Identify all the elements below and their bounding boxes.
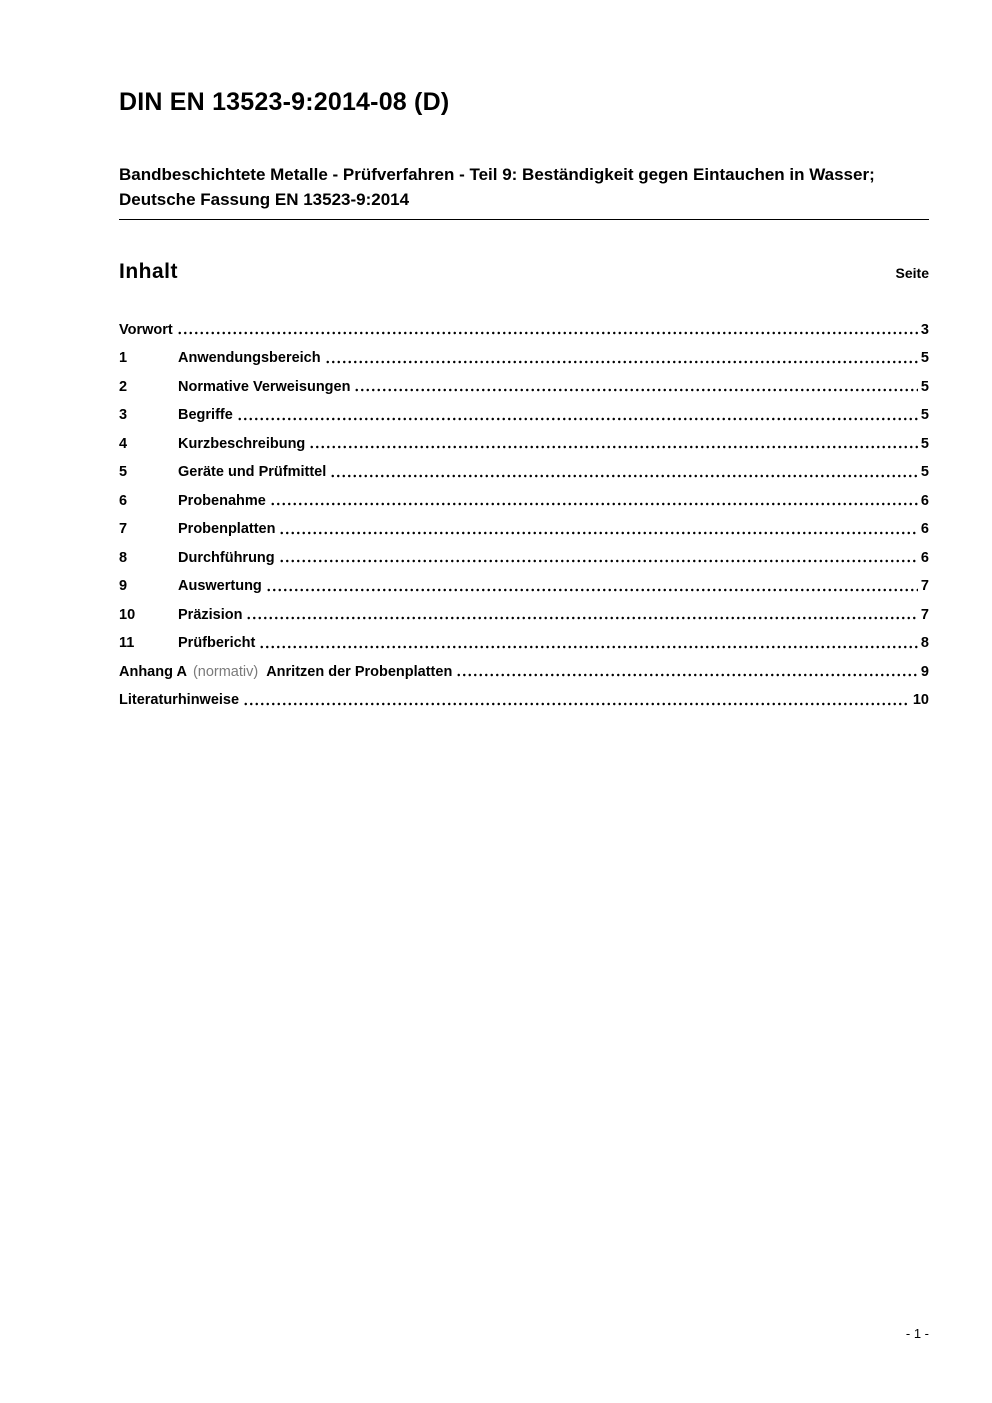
toc-leader-dots [177,321,918,338]
toc-entry [119,367,929,396]
toc-entry [119,652,929,681]
toc-entry-page-number: 6 [920,549,929,566]
toc-entry [119,510,929,539]
toc-entry-number: 5 [119,464,128,481]
toc-entry-number: 9 [119,578,128,595]
toc-entry-number: 4 [119,435,128,452]
toc-entry-label: Durchführung [178,549,275,566]
toc-entry-page-number: 7 [920,578,929,595]
toc-entry-page-number: 9 [920,663,929,680]
toc-entry-page-number: 5 [920,464,929,481]
toc-entry-page-number: 5 [920,350,929,367]
toc-entry [119,481,929,510]
toc-entry-page-number: 5 [920,407,929,424]
toc-leader-dots [270,492,918,509]
toc-entry-label: Literaturhinweise [119,692,240,709]
toc-entry-page-number: 7 [920,606,929,623]
toc-entry [119,310,929,339]
toc-page-column-label: Seite [895,265,929,282]
toc-entry-label: Kurzbeschreibung [178,435,306,452]
toc-entry-page-number: 10 [912,692,929,709]
toc-entry-label: Begriffe [178,407,233,424]
toc-leader-dots [456,663,918,680]
toc-entry-number: 1 [119,350,128,367]
toc-entry-label: Prüfbericht [178,635,256,652]
toc-entry-page-number: 5 [920,435,929,452]
toc-entry-number: 6 [119,492,128,509]
toc-entry-number: 10 [119,606,136,623]
toc-entry [119,538,929,567]
toc-heading: Inhalt [119,260,178,284]
toc-entry-page-number: 8 [920,635,929,652]
toc-entry-label: Auswertung [178,578,262,595]
toc-entry-label: Probenplatten [178,521,276,538]
toc-entry-sublabel: Anritzen der Probenplatten [266,663,453,680]
toc-leader-dots [279,521,917,538]
toc-entry-page-number: 3 [920,321,929,338]
toc-leader-dots [279,549,918,566]
toc-entry [119,624,929,653]
document-title: Bandbeschichtete Metalle - Prüfverfahren - Teil 9: Beständigkeit gegen Eintauchen in Wasser; Deutsche Fassung EN 13523-9:2014 [119,163,929,220]
toc-entry-number: 2 [119,378,128,395]
toc-leader-dots [246,606,917,623]
toc-entry-label: Normative Verweisungen [178,378,351,395]
toc-entry-number: 11 [119,635,135,652]
toc-entry-label: Anwendungsbereich [178,350,321,367]
toc-entry-note: (normativ) [192,663,259,680]
toc-leader-dots [266,578,918,595]
toc-entry [119,681,929,710]
toc-entry-label: Probenahme [178,492,266,509]
toc-entry-number: 3 [119,407,128,424]
toc-leader-dots [259,635,918,652]
toc-list [119,310,929,709]
toc-entry [119,396,929,425]
toc-entry-number: 7 [119,521,128,538]
page-number-footer: - 1 - [905,1326,929,1341]
toc-leader-dots [354,378,917,395]
toc-entry-number: 8 [119,549,128,566]
toc-entry-label: Geräte und Prüfmittel [178,464,327,481]
toc-entry [119,453,929,482]
toc-leader-dots [237,407,918,424]
toc-leader-dots [309,435,918,452]
toc-leader-dots [330,464,918,481]
toc-leader-dots [325,350,918,367]
toc-entry-label: Vorwort [119,321,173,338]
document-id-heading: DIN EN 13523-9:2014-08 (D) [119,88,450,116]
toc-leader-dots [243,692,910,709]
toc-entry-page-number: 6 [920,521,929,538]
toc-entry [119,424,929,453]
toc-entry-label: Anhang A [119,663,187,680]
toc-header [119,260,929,284]
toc-entry [119,339,929,368]
toc-entry [119,595,929,624]
toc-entry [119,567,929,596]
toc-entry-page-number: 5 [920,378,929,395]
toc-entry-label: Präzision [178,606,243,623]
toc-entry-page-number: 6 [920,492,929,509]
